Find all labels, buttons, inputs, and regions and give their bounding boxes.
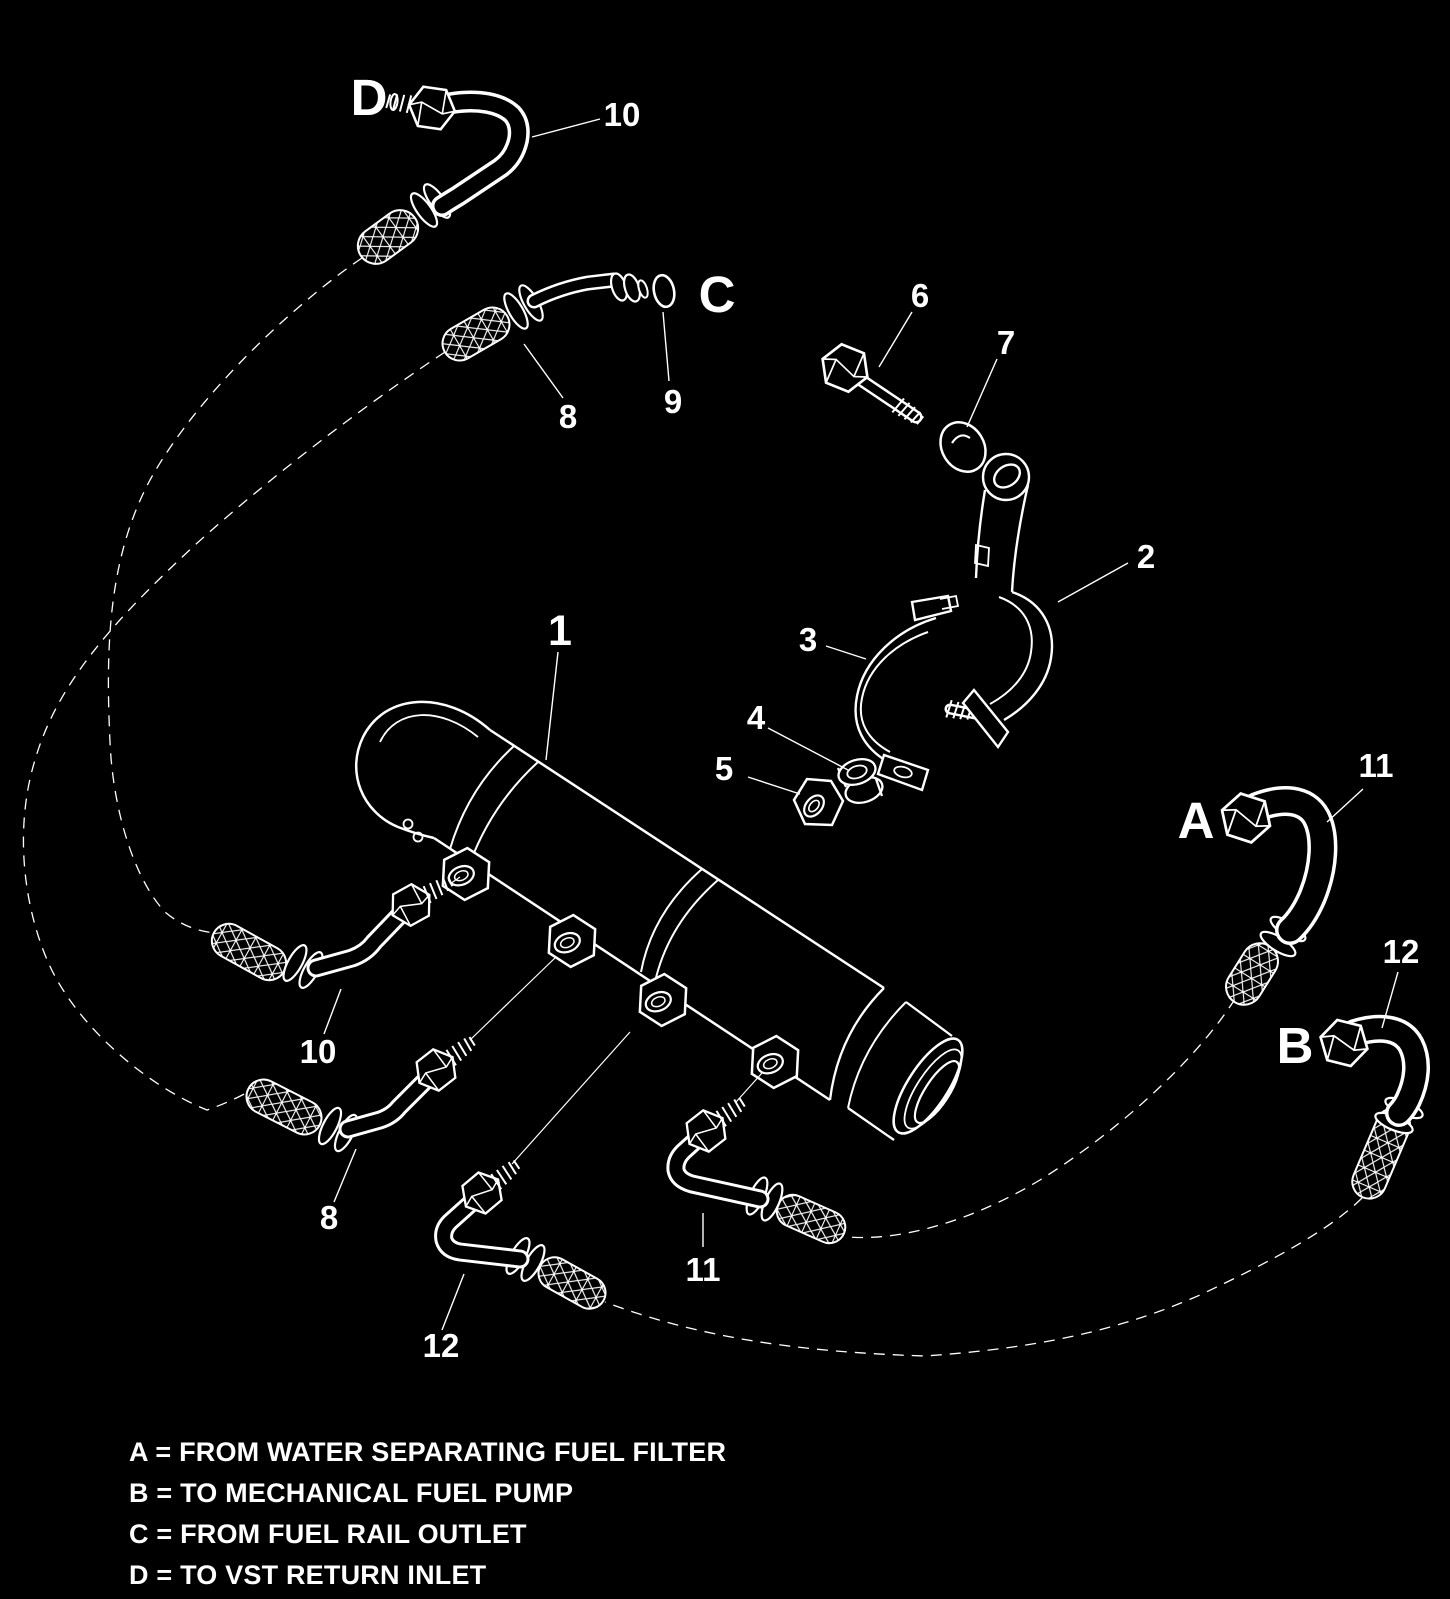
clamp-bracket xyxy=(946,454,1052,747)
hose-12-outlet-b xyxy=(1316,1017,1426,1204)
port-label-b: B xyxy=(1276,1017,1314,1074)
o-ring xyxy=(651,273,677,308)
legend-line-b: B = TO MECHANICAL FUEL PUMP xyxy=(129,1478,574,1508)
hose-10-fitting xyxy=(206,874,455,991)
callout-2: 2 xyxy=(1136,538,1156,575)
cooler-port-nuts xyxy=(432,841,809,1095)
legend-line-a: A = FROM WATER SEPARATING FUEL FILTER xyxy=(129,1437,727,1467)
callout-8-top: 8 xyxy=(558,398,578,435)
callout-11-bottom: 11 xyxy=(685,1251,721,1288)
callout-9: 9 xyxy=(663,383,683,420)
callout-3: 3 xyxy=(798,621,818,658)
callout-7: 7 xyxy=(996,324,1016,361)
callout-12-bottom: 12 xyxy=(422,1327,460,1364)
callout-10-bottom: 10 xyxy=(299,1033,337,1070)
port-nut xyxy=(629,967,697,1033)
callout-10-top: 10 xyxy=(603,96,641,133)
hose-11-inlet-a xyxy=(1215,790,1322,1012)
callout-5: 5 xyxy=(714,750,734,787)
mount-bolt xyxy=(815,340,926,428)
legend-line-c: C = FROM FUEL RAIL OUTLET xyxy=(129,1519,527,1549)
callout-12-right: 12 xyxy=(1382,933,1420,970)
port-label-a: A xyxy=(1177,792,1215,849)
legend-line-d: D = TO VST RETURN INLET xyxy=(129,1560,487,1590)
hose-12-fitting xyxy=(444,1157,612,1314)
callout-6: 6 xyxy=(910,277,930,314)
callout-8-bottom: 8 xyxy=(319,1199,339,1236)
lock-nut xyxy=(794,779,843,825)
hose-11-fitting xyxy=(676,1095,851,1248)
hose-8-fitting xyxy=(241,1034,478,1154)
port-label-c: C xyxy=(698,266,736,323)
legend xyxy=(129,1432,726,1596)
routing-line-d-to-10 xyxy=(108,258,362,933)
callout-11-right: 11 xyxy=(1358,747,1394,784)
callout-4: 4 xyxy=(746,699,766,736)
hose-8-rail-end xyxy=(436,272,649,367)
port-label-d: D xyxy=(350,69,388,126)
callout-1: 1 xyxy=(548,607,572,655)
